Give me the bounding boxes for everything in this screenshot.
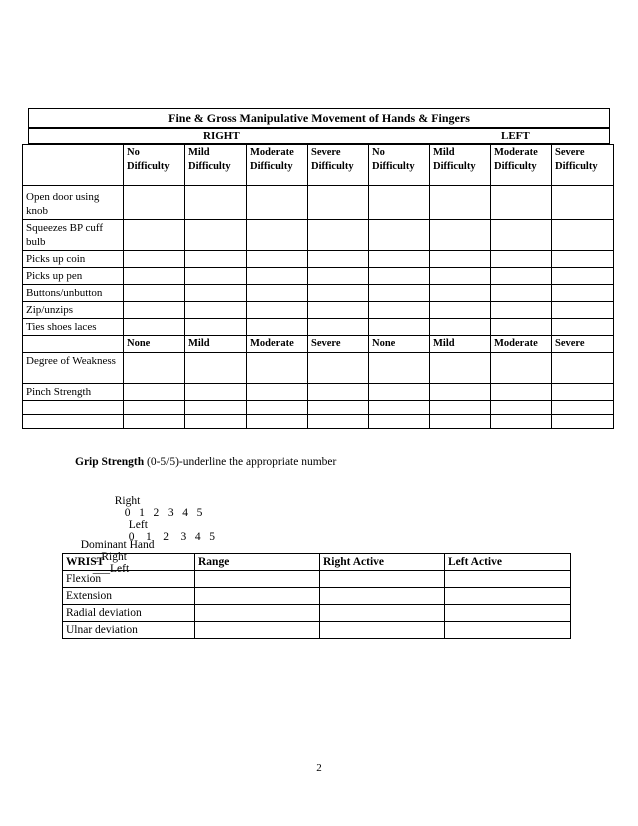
rating-cell[interactable] [185,220,247,251]
rating-cell[interactable] [124,285,185,302]
rating-cell[interactable] [185,251,247,268]
difficulty-header [430,145,491,186]
wrist-value-cell[interactable] [445,588,571,605]
weakness-cell[interactable] [430,353,491,384]
difficulty-word: Difficulty [433,161,476,172]
weakness-cell[interactable] [247,353,308,384]
rating-cell[interactable] [308,220,369,251]
activity-label: Buttons/unbutton [23,285,124,302]
rating-cell[interactable] [369,220,430,251]
difficulty-header [247,145,308,186]
weakness-cell[interactable] [369,384,430,401]
activity-row [23,251,614,268]
dominant-hand-label: Dominant Hand [80,539,155,551]
wrist-value-cell[interactable] [445,622,571,639]
difficulty-word: Difficulty [494,161,537,172]
wrist-value-cell[interactable] [195,622,320,639]
wrist-row [63,588,571,605]
rating-cell[interactable] [491,268,552,285]
severity-header: Severe [552,336,614,353]
rating-cell[interactable] [552,285,614,302]
rating-cell[interactable] [369,268,430,285]
wrist-value-cell[interactable] [320,605,445,622]
weakness-cell[interactable] [308,401,369,415]
wrist-header-row [63,554,571,571]
side-header-bar [28,128,610,144]
weakness-cell[interactable] [185,415,247,429]
rating-cell[interactable] [491,285,552,302]
rating-cell[interactable] [247,285,308,302]
weakness-cell[interactable] [369,401,430,415]
rating-cell[interactable] [369,186,430,220]
weakness-cell[interactable] [552,415,614,429]
wrist-value-cell[interactable] [195,571,320,588]
difficulty-level: No [127,147,140,158]
difficulty-word: Difficulty [188,161,231,172]
rating-cell[interactable] [308,319,369,336]
wrist-header: WRIST [63,554,195,571]
difficulty-word: Difficulty [127,161,170,172]
wrist-value-cell[interactable] [320,571,445,588]
rating-cell[interactable] [369,319,430,336]
severity-header: Mild [430,336,491,353]
difficulty-level: Severe [311,147,341,158]
weakness-cell[interactable] [308,384,369,401]
wrist-header: Right Active [320,554,445,571]
difficulty-word: Difficulty [311,161,354,172]
weakness-cell[interactable] [308,353,369,384]
severity-header: Mild [185,336,247,353]
left-label: LEFT [501,130,530,142]
wrist-value-cell[interactable] [195,588,320,605]
wrist-value-cell[interactable] [445,605,571,622]
severity-header: None [369,336,430,353]
activity-label: Open door using knob [23,186,124,220]
weakness-cell[interactable] [308,415,369,429]
wrist-value-cell[interactable] [445,571,571,588]
wrist-value-cell[interactable] [320,588,445,605]
rating-cell[interactable] [124,319,185,336]
weakness-cell[interactable] [552,384,614,401]
wrist-table [62,553,571,639]
rating-cell[interactable] [308,302,369,319]
activity-row [23,186,614,220]
rating-cell[interactable] [124,302,185,319]
rating-cell[interactable] [430,319,491,336]
rating-cell[interactable] [185,285,247,302]
weakness-cell[interactable] [369,353,430,384]
weakness-cell[interactable] [124,384,185,401]
difficulty-word: Difficulty [555,161,598,172]
rating-cell[interactable] [491,186,552,220]
weakness-cell[interactable] [124,401,185,415]
manipulative-table [22,144,614,429]
wrist-row [63,622,571,639]
difficulty-level: Moderate [250,147,294,158]
rating-cell[interactable] [308,268,369,285]
grip-strength-instruction: (0-5/5)-underline the appropriate number [147,456,337,468]
grip-strength-line [75,456,336,468]
rating-cell[interactable] [491,319,552,336]
rating-cell[interactable] [369,285,430,302]
rating-cell[interactable] [430,285,491,302]
severity-header: Moderate [491,336,552,353]
title-bar [28,108,610,128]
difficulty-header [308,145,369,186]
rating-cell[interactable] [124,186,185,220]
weakness-cell[interactable] [124,415,185,429]
rating-cell[interactable] [491,251,552,268]
severity-header: Moderate [247,336,308,353]
grip-right-label: Right [114,495,141,507]
dominant-left-option[interactable]: ___Left [92,563,130,575]
weakness-label [23,415,124,429]
rating-cell[interactable] [430,220,491,251]
rating-cell[interactable] [247,302,308,319]
weakness-row [23,384,614,401]
wrist-row [63,571,571,588]
wrist-movement: Flexion [63,571,195,588]
rating-cell[interactable] [124,268,185,285]
activity-label: Zip/unzips [23,302,124,319]
weakness-cell[interactable] [491,401,552,415]
activity-row [23,268,614,285]
grip-right-scale[interactable]: 0 1 2 3 4 5 [124,507,203,519]
difficulty-level: Moderate [494,147,538,158]
activity-row [23,220,614,251]
rating-cell[interactable] [308,285,369,302]
weakness-label: Degree of Weakness [23,353,124,384]
difficulty-level: No [372,147,385,158]
difficulty-level: Mild [433,147,455,158]
rating-cell[interactable] [491,220,552,251]
rating-cell[interactable] [552,186,614,220]
rating-cell[interactable] [124,251,185,268]
right-label: RIGHT [203,130,240,142]
rating-cell[interactable] [430,186,491,220]
weakness-cell[interactable] [369,415,430,429]
wrist-value-cell[interactable] [320,622,445,639]
rating-cell[interactable] [552,268,614,285]
activity-label: Picks up coin [23,251,124,268]
wrist-movement: Ulnar deviation [63,622,195,639]
activity-row [23,302,614,319]
difficulty-header [124,145,185,186]
difficulty-word: Difficulty [372,161,415,172]
rating-cell[interactable] [247,268,308,285]
rating-cell[interactable] [552,220,614,251]
weakness-cell[interactable] [124,353,185,384]
weakness-cell[interactable] [430,384,491,401]
wrist-row [63,605,571,622]
weakness-cell[interactable] [491,353,552,384]
difficulty-level: Mild [188,147,210,158]
corner-cell [23,145,124,186]
weakness-row [23,353,614,384]
weakness-cell[interactable] [491,415,552,429]
difficulty-level: Severe [555,147,585,158]
rating-cell[interactable] [185,186,247,220]
rating-cell[interactable] [552,251,614,268]
weakness-cell[interactable] [552,353,614,384]
grip-strength-label: Grip Strength [75,456,145,468]
weakness-label [23,401,124,415]
grip-left-label: Left [128,519,148,531]
severity-header: Severe [308,336,369,353]
activity-row [23,285,614,302]
rating-cell[interactable] [247,186,308,220]
activity-label: Squeezes BP cuff bulb [23,220,124,251]
weakness-cell[interactable] [430,415,491,429]
weakness-label: Pinch Strength [23,384,124,401]
rating-cell[interactable] [552,302,614,319]
weakness-cell[interactable] [185,353,247,384]
activity-label: Ties shoes laces [23,319,124,336]
severity-header-row [23,336,614,353]
dominant-right-option[interactable]: _ Right [92,551,127,563]
rating-cell[interactable] [308,186,369,220]
rating-cell[interactable] [124,220,185,251]
grip-left-scale[interactable]: 0 1 2 3 4 5 [128,531,215,543]
weakness-cell[interactable] [247,401,308,415]
rating-cell[interactable] [185,268,247,285]
wrist-movement: Radial deviation [63,605,195,622]
rating-cell[interactable] [430,251,491,268]
rating-cell[interactable] [369,251,430,268]
wrist-movement: Extension [63,588,195,605]
rating-cell[interactable] [185,302,247,319]
wrist-header: Left Active [445,554,571,571]
rating-cell[interactable] [552,319,614,336]
rating-cell[interactable] [491,302,552,319]
rating-cell[interactable] [369,302,430,319]
rating-cell[interactable] [247,220,308,251]
form-title: Fine & Gross Manipulative Movement of Hands & Fingers [168,111,470,125]
page-number: 2 [316,762,322,774]
severity-header: None [124,336,185,353]
weakness-cell[interactable] [247,415,308,429]
rating-cell[interactable] [185,319,247,336]
blank-cell [23,336,124,353]
rating-cell[interactable] [247,319,308,336]
difficulty-header [369,145,430,186]
rating-cell[interactable] [308,251,369,268]
rating-cell[interactable] [430,268,491,285]
difficulty-header-row [23,145,614,186]
weakness-cell[interactable] [552,401,614,415]
weakness-cell[interactable] [185,384,247,401]
rating-cell[interactable] [430,302,491,319]
activity-row [23,319,614,336]
wrist-header: Range [195,554,320,571]
weakness-cell[interactable] [185,401,247,415]
weakness-cell[interactable] [491,384,552,401]
weakness-row [23,401,614,415]
difficulty-header [185,145,247,186]
wrist-value-cell[interactable] [195,605,320,622]
activity-label: Picks up pen [23,268,124,285]
difficulty-header [552,145,614,186]
weakness-cell[interactable] [430,401,491,415]
rating-cell[interactable] [247,251,308,268]
weakness-row [23,415,614,429]
difficulty-header [491,145,552,186]
difficulty-word: Difficulty [250,161,293,172]
weakness-cell[interactable] [247,384,308,401]
